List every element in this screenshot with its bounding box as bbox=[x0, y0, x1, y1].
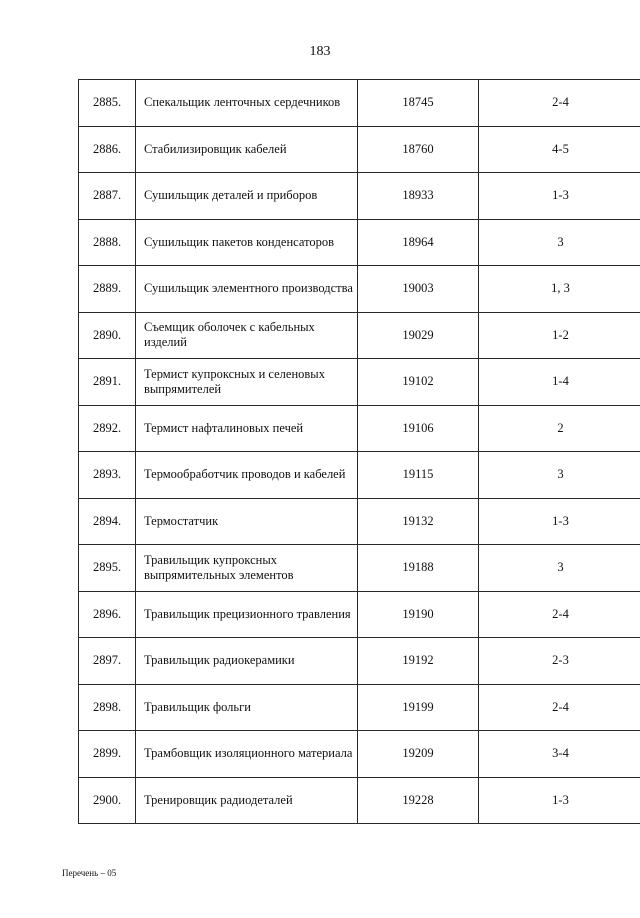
row-number-cell: 2887. bbox=[79, 173, 136, 220]
profession-name-cell: Сушильщик элементного производства bbox=[136, 266, 358, 313]
row-number-cell: 2885. bbox=[79, 80, 136, 127]
professions-table bbox=[78, 79, 640, 824]
profession-name-cell: Травильщик прецизионного травления bbox=[136, 591, 358, 638]
table-row bbox=[79, 545, 640, 592]
grade-range-cell: 2-4 bbox=[479, 684, 640, 731]
profession-code-cell: 18745 bbox=[358, 80, 479, 127]
row-number-cell: 2900. bbox=[79, 777, 136, 824]
row-number-cell: 2889. bbox=[79, 266, 136, 313]
row-number-cell: 2891. bbox=[79, 359, 136, 406]
profession-name-cell: Сушильщик пакетов конденсаторов bbox=[136, 219, 358, 266]
table-row bbox=[79, 359, 640, 406]
grade-range-cell: 3 bbox=[479, 545, 640, 592]
row-number-cell: 2898. bbox=[79, 684, 136, 731]
profession-code-cell: 19209 bbox=[358, 731, 479, 778]
row-number-cell: 2894. bbox=[79, 498, 136, 545]
grade-range-cell: 1, 3 bbox=[479, 266, 640, 313]
profession-code-cell: 19003 bbox=[358, 266, 479, 313]
profession-name-cell: Сушильщик деталей и приборов bbox=[136, 173, 358, 220]
table-row bbox=[79, 777, 640, 824]
profession-code-cell: 18760 bbox=[358, 126, 479, 173]
profession-name-cell: Травильщик фольги bbox=[136, 684, 358, 731]
profession-code-cell: 19106 bbox=[358, 405, 479, 452]
profession-code-cell: 19228 bbox=[358, 777, 479, 824]
profession-code-cell: 19199 bbox=[358, 684, 479, 731]
table-row bbox=[79, 684, 640, 731]
grade-range-cell: 2 bbox=[479, 405, 640, 452]
grade-range-cell: 1-3 bbox=[479, 173, 640, 220]
profession-name-cell: Термист купроксных и селеновых выпрямителей bbox=[136, 359, 358, 406]
profession-name-cell: Травильщик купроксных выпрямительных элементов bbox=[136, 545, 358, 592]
table-row bbox=[79, 452, 640, 499]
profession-name-cell: Термообработчик проводов и кабелей bbox=[136, 452, 358, 499]
profession-name-cell: Трамбовщик изоляционного материала bbox=[136, 731, 358, 778]
profession-code-cell: 18964 bbox=[358, 219, 479, 266]
table-row bbox=[79, 731, 640, 778]
profession-code-cell: 19132 bbox=[358, 498, 479, 545]
grade-range-cell: 1-3 bbox=[479, 498, 640, 545]
row-number-cell: 2890. bbox=[79, 312, 136, 359]
profession-code-cell: 18933 bbox=[358, 173, 479, 220]
profession-name-cell: Стабилизировщик кабелей bbox=[136, 126, 358, 173]
profession-name-cell: Съемщик оболочек с кабельных изделий bbox=[136, 312, 358, 359]
page-number: 183 bbox=[309, 44, 331, 59]
grade-range-cell: 2-4 bbox=[479, 591, 640, 638]
table-row bbox=[79, 405, 640, 452]
grade-range-cell: 1-4 bbox=[479, 359, 640, 406]
profession-name-cell: Тренировщик радиодеталей bbox=[136, 777, 358, 824]
row-number-cell: 2899. bbox=[79, 731, 136, 778]
row-number-cell: 2892. bbox=[79, 405, 136, 452]
grade-range-cell: 1-3 bbox=[479, 777, 640, 824]
profession-code-cell: 19115 bbox=[358, 452, 479, 499]
table-row bbox=[79, 126, 640, 173]
table-row bbox=[79, 266, 640, 313]
table-body bbox=[79, 80, 640, 824]
profession-code-cell: 19102 bbox=[358, 359, 479, 406]
profession-name-cell: Термист нафталиновых печей bbox=[136, 405, 358, 452]
row-number-cell: 2888. bbox=[79, 219, 136, 266]
table-row bbox=[79, 80, 640, 127]
grade-range-cell: 1-2 bbox=[479, 312, 640, 359]
profession-code-cell: 19190 bbox=[358, 591, 479, 638]
row-number-cell: 2886. bbox=[79, 126, 136, 173]
grade-range-cell: 3 bbox=[479, 452, 640, 499]
row-number-cell: 2897. bbox=[79, 638, 136, 685]
footer-text: Перечень – 05 bbox=[62, 868, 117, 878]
row-number-cell: 2896. bbox=[79, 591, 136, 638]
profession-code-cell: 19029 bbox=[358, 312, 479, 359]
table-row bbox=[79, 173, 640, 220]
grade-range-cell: 2-3 bbox=[479, 638, 640, 685]
table-row bbox=[79, 591, 640, 638]
table-row bbox=[79, 312, 640, 359]
table-row bbox=[79, 638, 640, 685]
profession-name-cell: Спекальщик ленточных сердечников bbox=[136, 80, 358, 127]
table-row bbox=[79, 498, 640, 545]
grade-range-cell: 4-5 bbox=[479, 126, 640, 173]
profession-code-cell: 19192 bbox=[358, 638, 479, 685]
profession-name-cell: Травильщик радиокерамики bbox=[136, 638, 358, 685]
grade-range-cell: 3 bbox=[479, 219, 640, 266]
profession-code-cell: 19188 bbox=[358, 545, 479, 592]
row-number-cell: 2893. bbox=[79, 452, 136, 499]
grade-range-cell: 2-4 bbox=[479, 80, 640, 127]
table-row bbox=[79, 219, 640, 266]
grade-range-cell: 3-4 bbox=[479, 731, 640, 778]
profession-name-cell: Термостатчик bbox=[136, 498, 358, 545]
row-number-cell: 2895. bbox=[79, 545, 136, 592]
